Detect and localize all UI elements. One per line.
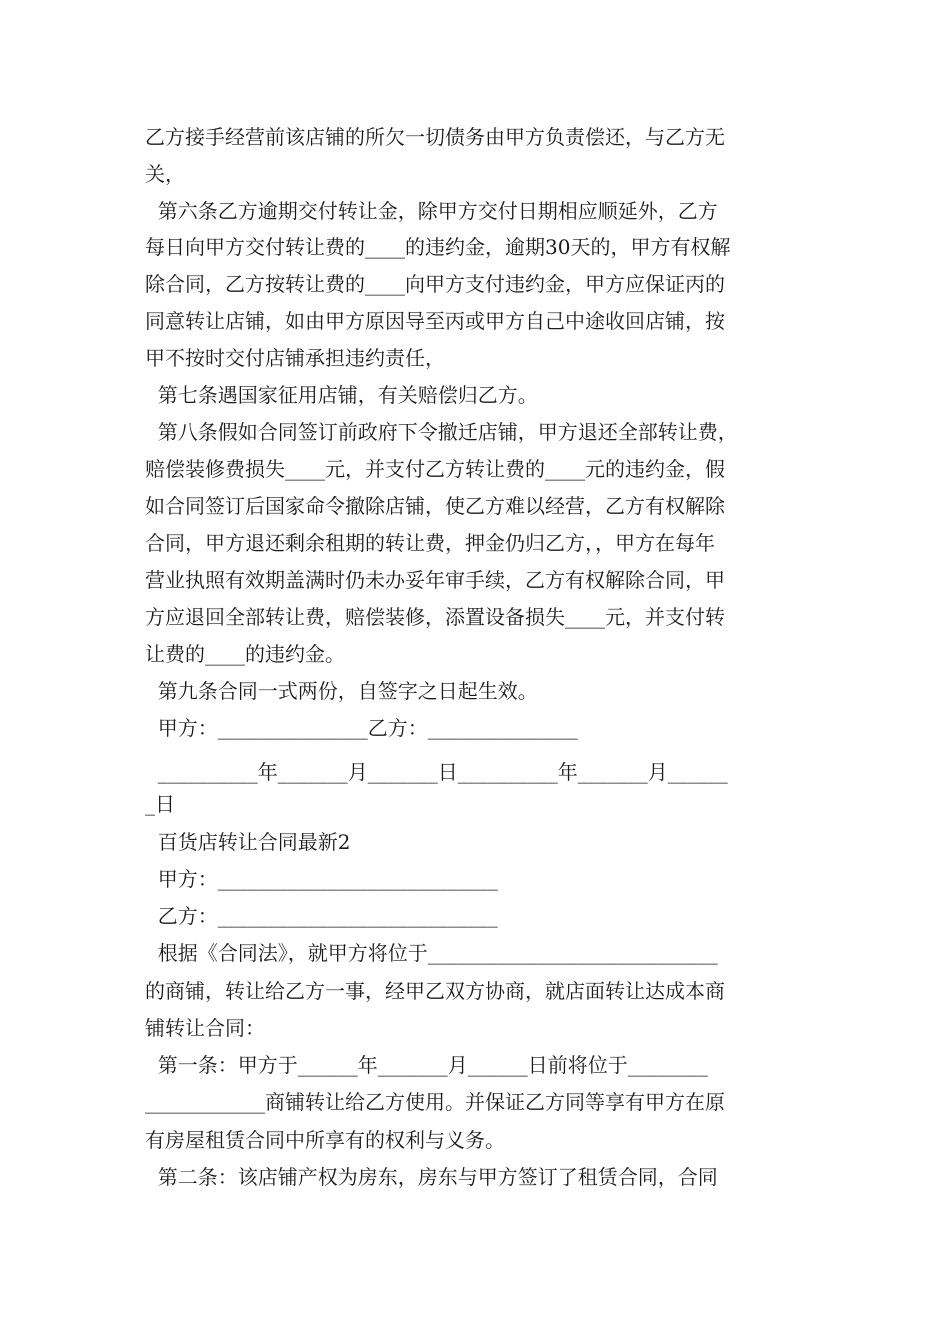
text-line: 根据《合同法》，就甲方将位于_____________________________ [145, 941, 718, 965]
text-line: 营业执照有效期盖满时仍未办妥年审手续，乙方有权解除合同，甲 [145, 568, 725, 592]
signature-line: 甲方：_______________乙方：_______________ [145, 716, 578, 740]
text-line: 每日向甲方交付转让费的____的违约金，逾期30天的，甲方有权解 [145, 235, 731, 259]
text-line: 合同，甲方退还剩余租期的转让费，押金仍归乙方，，甲方在每年 [145, 531, 715, 555]
text-line: 第六条乙方逾期交付转让金，除甲方交付日期相应顺延外，乙方 [145, 199, 718, 223]
text-line: 甲不按时交付店铺承担违约责任， [145, 346, 445, 370]
text-line: 有房屋租赁合同中所享有的权利与义务。 [145, 1128, 505, 1152]
date-line: _日 [145, 792, 175, 816]
text-line: 的商铺，转让给乙方一事，经甲乙双方协商，就店面转让达成本商 [145, 979, 725, 1003]
text-line: 第二条：该店铺产权为房东，房东与甲方签订了租赁合同，合同 [145, 1165, 718, 1189]
text-line: 第七条遇国家征用店铺，有关赔偿归乙方。 [145, 383, 538, 407]
text-line: 乙方接手经营前该店铺的所欠一切债务由甲方负责偿还，与乙方无 [145, 125, 725, 149]
text-line: 除合同，乙方按转让费的____向甲方支付违约金，甲方应保证丙的 [145, 272, 725, 296]
text-line: 第八条假如合同签订前政府下令撤迁店铺，甲方退还全部转让费， [145, 420, 738, 444]
text-line: 第九条合同一式两份，自签字之日起生效。 [145, 679, 538, 703]
text-line: 如合同签订后国家命令撤除店铺，使乙方难以经营，乙方有权解除 [145, 494, 725, 518]
party-b-line: 乙方：____________________________ [145, 904, 498, 928]
text-line: 赔偿装修费损失____元，并支付乙方转让费的____元的违约金，假 [145, 457, 725, 481]
text-line: 铺转让合同： [145, 1016, 265, 1040]
section-title: 百货店转让合同最新2 [145, 830, 351, 854]
text-line: 同意转让店铺，如由甲方原因导至丙或甲方自己中途收回店铺，按 [145, 309, 725, 333]
party-a-line: 甲方：____________________________ [145, 867, 498, 891]
text-line: 关， [145, 162, 185, 186]
text-line: 第一条：甲方于______年_______月______日前将位于________ [145, 1053, 708, 1077]
text-line: 方应退回全部转让费，赔偿装修，添置设备损失____元，并支付转 [145, 605, 725, 629]
text-line: 让费的____的违约金。 [145, 642, 345, 666]
text-line: ____________商铺转让给乙方使用。并保证乙方同等享有甲方在原 [145, 1090, 725, 1114]
date-line: __________年_______月_______日__________年_______月______ [145, 760, 728, 784]
